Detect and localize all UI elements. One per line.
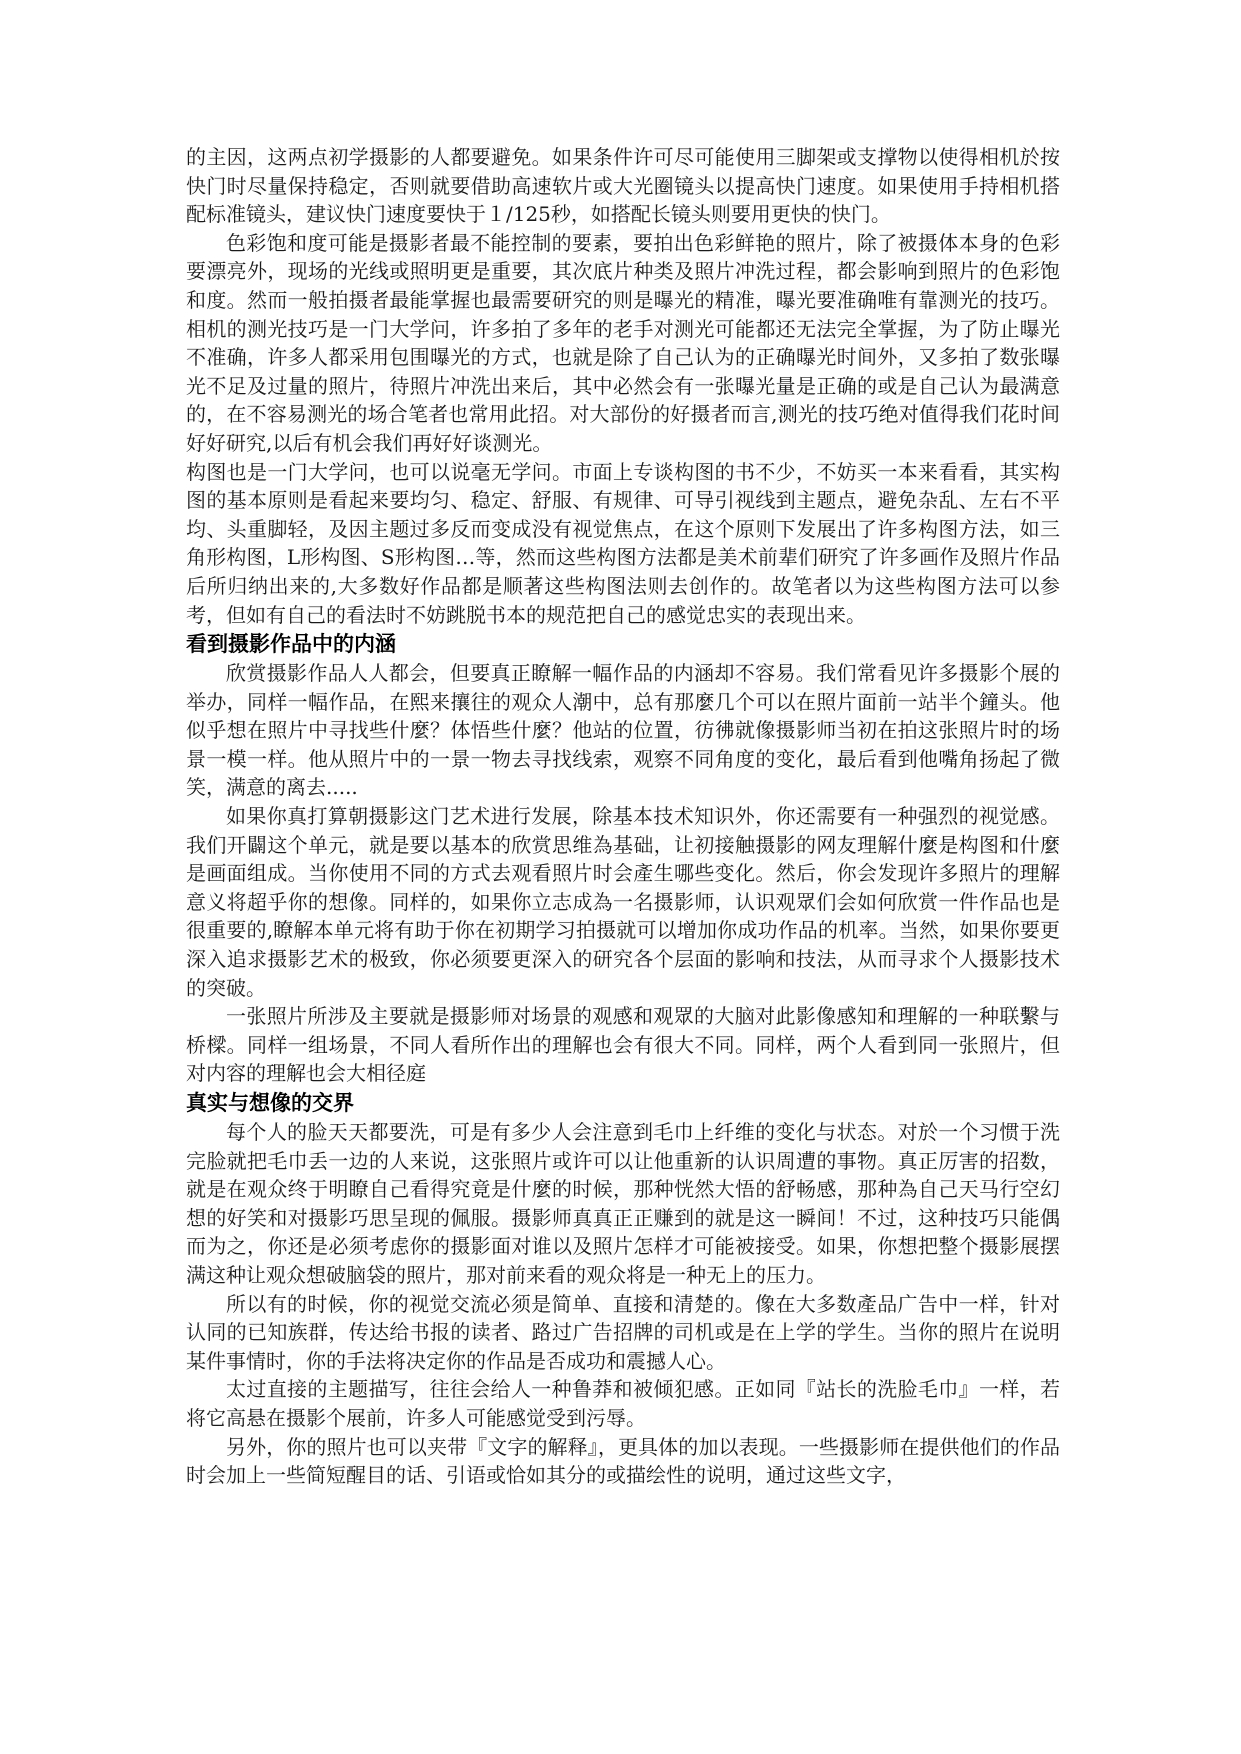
body-paragraph: 太过直接的主题描写，往往会给人一种鲁莽和被倾犯感。正如同『站长的洗脸毛巾』一样，若将它高悬在摄影个展前，许多人可能感觉受到污辱。: [186, 1377, 1060, 1430]
body-paragraph: 的主因，这两点初学摄影的人都要避免。如果条件许可尽可能使用三脚架或支撑物以使得相机於按快门时尽量保持稳定，否则就要借助高速软片或大光圈镜头以提高快门速度。如果使用手持相机搭配标准镜头，建议快门速度要快于１/125秒，如搭配长镜头则要用更快的快门。: [186, 145, 1060, 227]
document-body: [186, 143, 1060, 1490]
body-paragraph: 色彩饱和度可能是摄影者最不能控制的要素，要拍出色彩鲜艳的照片，除了被摄体本身的色彩要漂亮外，现场的光线或照明更是重要，其次底片种类及照片冲洗过程，都会影响到照片的色彩饱和度。然而一般拍摄者最能掌握也最需要研究的则是曝光的精准，曝光要准确唯有靠测光的技巧。相机的测光技巧是一门大学问，许多拍了多年的老手对测光可能都还无法完全掌握，为了防止曝光不准确，许多人都采用包围曝光的方式，也就是除了自己认为的正确曝光时间外，又多拍了数张曝光不足及过量的照片，待照片冲洗出来后，其中必然会有一张曝光量是正确的或是自己认为最满意的，在不容易测光的场合笔者也常用此招。对大部份的好摄者而言,测光的技巧绝对值得我们花时间好好研究,以后有机会我们再好好谈测光。: [186, 230, 1060, 455]
body-paragraph: 一张照片所涉及主要就是摄影师对场景的观感和观眾的大脑对此影像感知和理解的一种联繫与桥樑。同样一组场景，不同人看所作出的理解也会有很大不同。同样，两个人看到同一张照片，但对内容的理解也会大相径庭: [186, 1004, 1060, 1086]
body-paragraph: 所以有的时候，你的视觉交流必须是简单、直接和清楚的。像在大多数產品广告中一样，针对认同的已知族群，传达给书报的读者、路过广告招牌的司机或是在上学的学生。当你的照片在说明某件事情时，你的手法将决定你的作品是否成功和震撼人心。: [186, 1291, 1060, 1373]
section-heading: 真实与想像的交界: [186, 1091, 354, 1115]
body-paragraph: 构图也是一门大学问，也可以说毫无学问。市面上专谈构图的书不少，不妨买一本来看看，其实构图的基本原则是看起来要均匀、稳定、舒服、有规律、可导引视线到主题点，避免杂乱、左右不平均、头重脚轻，及因主题过多反而变成没有视觉焦点，在这个原则下发展出了许多构图方法，如三角形构图，L形构图、S形构图…等，然而这些构图方法都是美术前辈们研究了许多画作及照片作品后所归纳出来的,大多数好作品都是顺著这些构图法则去创作的。故笔者以为这些构图方法可以参考，但如有自己的看法时不妨跳脱书本的规范把自己的感觉忠实的表现出来。: [186, 459, 1060, 627]
body-paragraph: 每个人的脸天天都要洗，可是有多少人会注意到毛巾上纤维的变化与状态。对於一个习惯于洗完脸就把毛巾丢一边的人来说，这张照片或许可以让他重新的认识周遭的事物。真正厉害的招数，就是在观众终于明瞭自己看得究竟是什麼的时候，那种恍然大悟的舒畅感，那种為自己天马行空幻想的好笑和对摄影巧思呈现的佩服。摄影师真真正正赚到的就是这一瞬间！不过，这种技巧只能偶而为之，你还是必须考虑你的摄影面对谁以及照片怎样才可能被接受。如果，你想把整个摄影展摆满这种让观众想破脑袋的照片，那对前来看的观众将是一种无上的压力。: [186, 1120, 1060, 1287]
body-paragraph: 另外，你的照片也可以夹带『文字的解释』，更具体的加以表现。一些摄影师在提供他们的作品时会加上一些简短醒目的话、引语或恰如其分的或描绘性的说明，通过这些文字，: [186, 1434, 1060, 1488]
body-paragraph: 如果你真打算朝摄影这门艺术进行发展，除基本技术知识外，你还需要有一种强烈的视觉感。我们开闢这个单元，就是要以基本的欣赏思维為基础，让初接触摄影的网友理解什麼是构图和什麼是画面组成。当你使用不同的方式去观看照片时会產生哪些变化。然后，你会发现许多照片的理解意义将超乎你的想像。同样的，如果你立志成為一名摄影师，认识观眾们会如何欣赏一件作品也是很重要的,瞭解本单元将有助于你在初期学习拍摄就可以增加你成功作品的机率。当然，如果你要更深入追求摄影艺术的极致，你必须要更深入的研究各个层面的影响和技法，从而寻求个人摄影技术的突破。: [186, 804, 1060, 1000]
body-paragraph: 欣赏摄影作品人人都会，但要真正瞭解一幅作品的内涵却不容易。我们常看见许多摄影个展的举办，同样一幅作品，在熙来攘往的观众人潮中，总有那麼几个可以在照片面前一站半个鐘头。他似乎想在照片中寻找些什麼？体悟些什麼？他站的位置，彷彿就像摄影师当初在拍这张照片时的场景一模一样。他从照片中的一景一物去寻找线索，观察不同角度的变化，最后看到他嘴角扬起了微笑，满意的离去.....: [186, 661, 1060, 800]
section-heading: 看到摄影作品中的内涵: [186, 632, 396, 657]
